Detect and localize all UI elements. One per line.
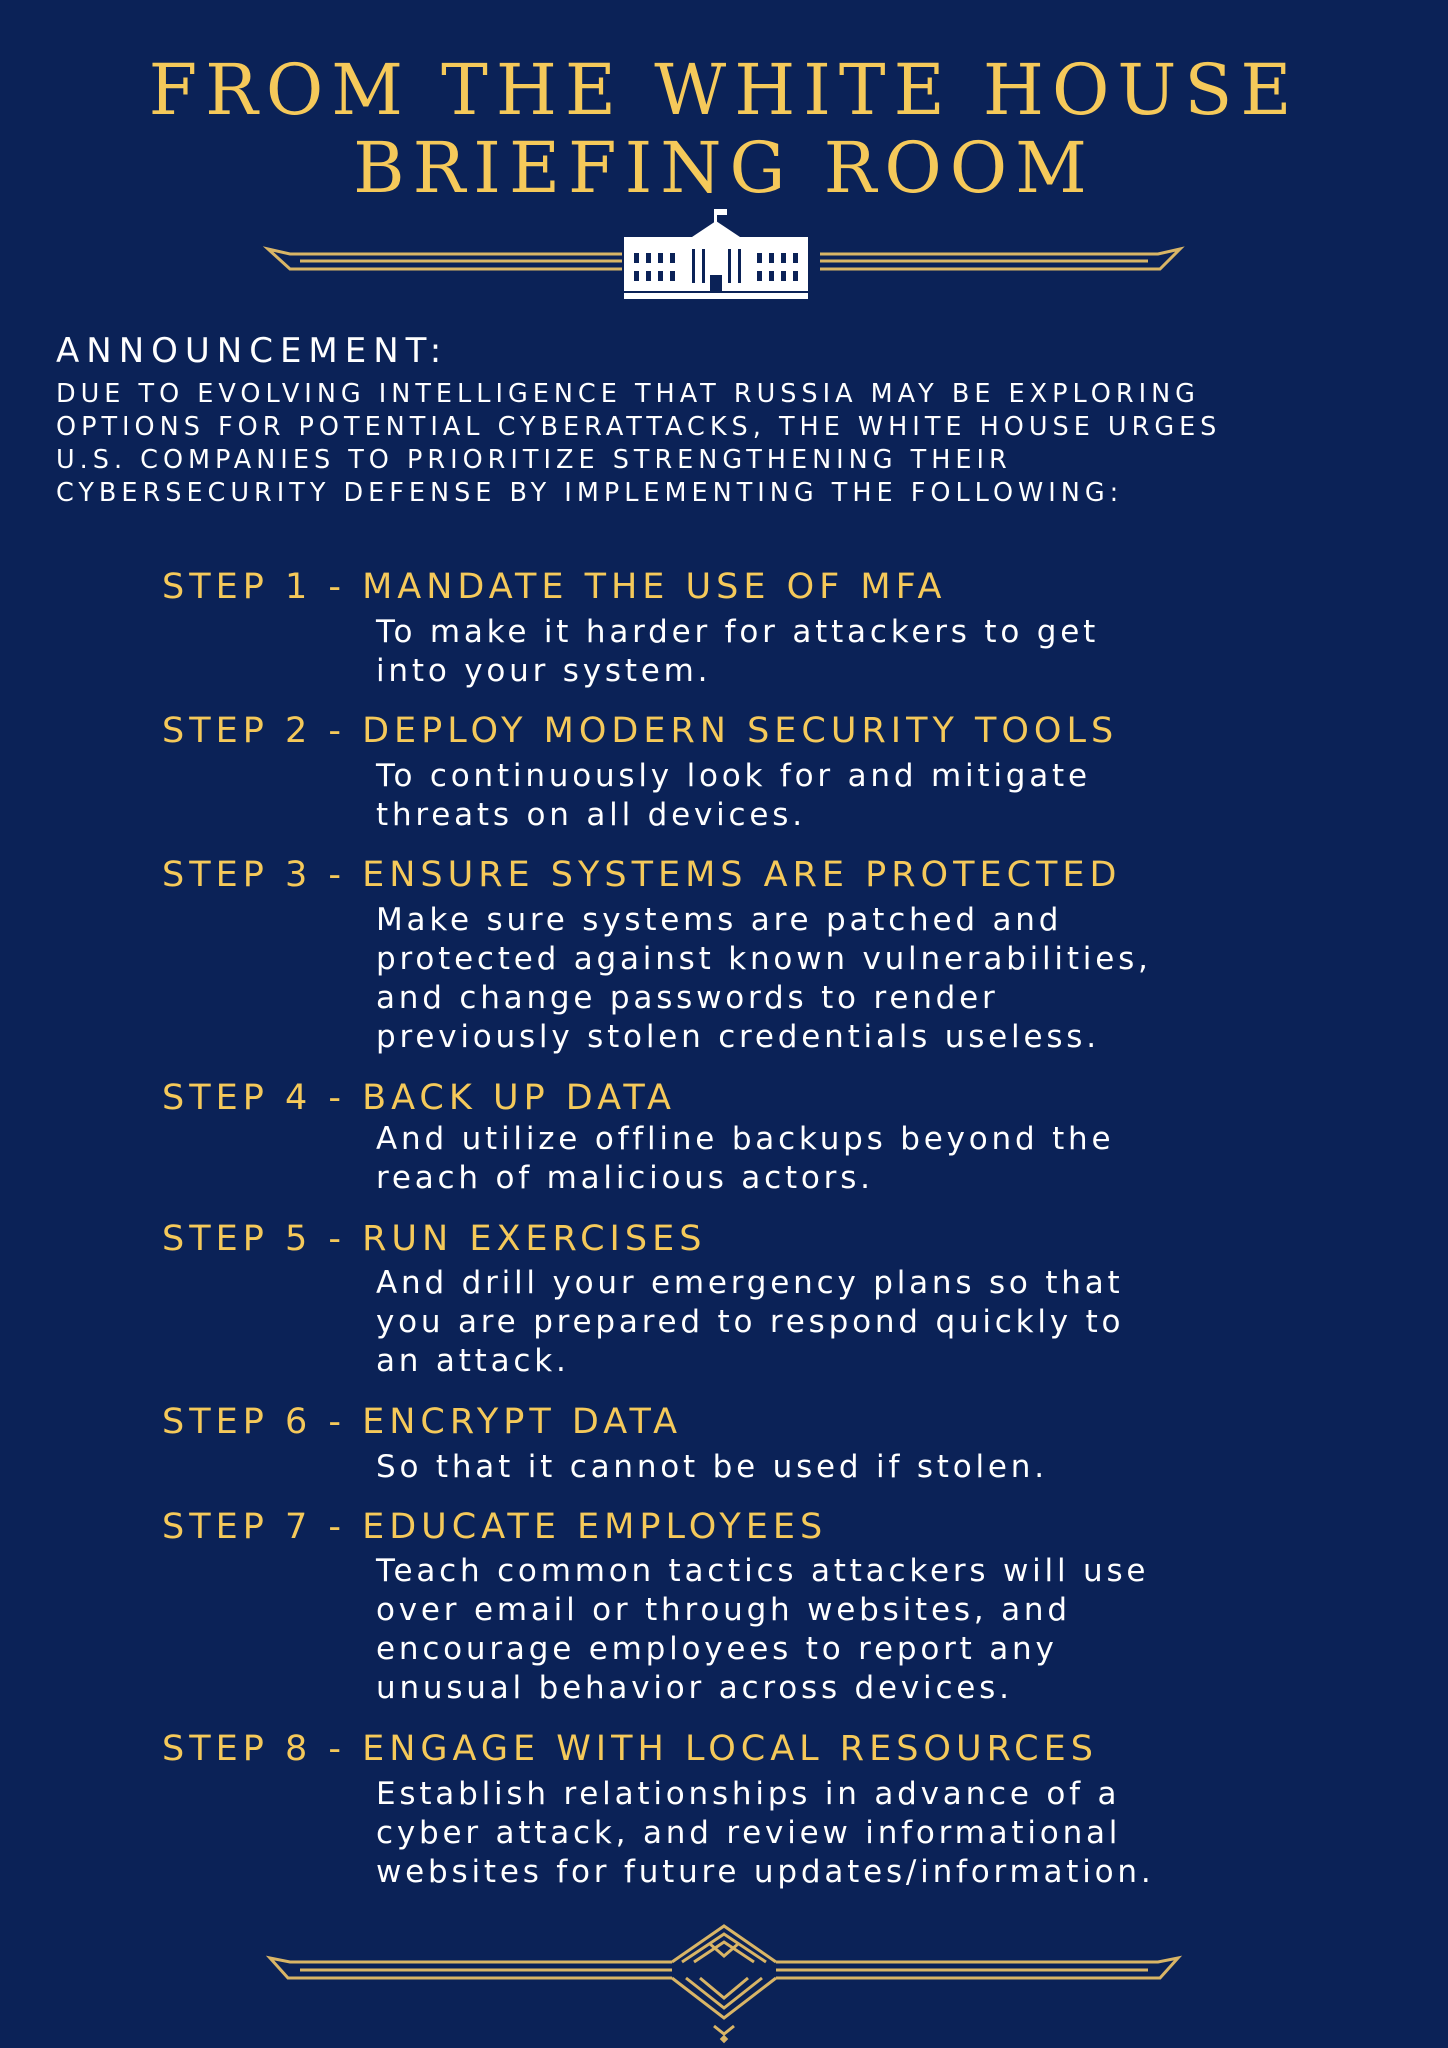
step-3-description: and change passwords to render xyxy=(376,980,999,1016)
title-divider xyxy=(260,205,1188,305)
step-5-description: an attack. xyxy=(376,1343,570,1379)
step-3-heading: STEP 3 - ENSURE SYSTEMS ARE PROTECTED xyxy=(162,855,1122,895)
step-2-description: To continuously look for and mitigate xyxy=(376,758,1091,794)
page-title-line-1: FROM THE WHITE HOUSE xyxy=(148,49,1300,131)
step-3-description: protected against known vulnerabilities, xyxy=(376,941,1152,977)
step-4-description: reach of malicious actors. xyxy=(376,1160,874,1196)
step-5-description: And drill your emergency plans so that xyxy=(376,1265,1124,1301)
step-8-description: cyber attack, and review informational xyxy=(376,1815,1122,1851)
step-1-description: into your system. xyxy=(376,653,712,689)
step-5-heading: STEP 5 - RUN EXERCISES xyxy=(162,1219,707,1259)
step-2-heading: STEP 2 - DEPLOY MODERN SECURITY TOOLS xyxy=(162,711,1119,751)
step-3-description: previously stolen credentials useless. xyxy=(376,1019,1100,1055)
step-4-description: And utilize offline backups beyond the xyxy=(376,1121,1115,1157)
step-1-description: To make it harder for attackers to get xyxy=(376,614,1100,650)
step-7-description: unusual behavior across devices. xyxy=(376,1670,1013,1706)
announcement-line: CYBERSECURITY DEFENSE BY IMPLEMENTING THE FOLLOWING: xyxy=(56,478,1124,508)
step-7-heading: STEP 7 - EDUCATE EMPLOYEES xyxy=(162,1507,828,1547)
announcement-line: U.S. COMPANIES TO PRIORITIZE STRENGTHENING THEIR xyxy=(56,445,1012,475)
announcement-line: OPTIONS FOR POTENTIAL CYBERATTACKS, THE WHITE HOUSE URGES xyxy=(56,412,1222,442)
step-8-description: websites for future updates/information. xyxy=(376,1854,1155,1890)
announcement-heading: ANNOUNCEMENT: xyxy=(56,331,449,371)
art-deco-ornament-icon xyxy=(262,1920,1186,2044)
step-5-description: you are prepared to respond quickly to xyxy=(376,1304,1125,1340)
step-7-description: encourage employees to report any xyxy=(376,1631,1058,1667)
step-8-heading: STEP 8 - ENGAGE WITH LOCAL RESOURCES xyxy=(162,1729,1098,1769)
step-3-description: Make sure systems are patched and xyxy=(376,902,1063,938)
step-1-heading: STEP 1 - MANDATE THE USE OF MFA xyxy=(162,567,947,607)
announcement-line: DUE TO EVOLVING INTELLIGENCE THAT RUSSIA MAY BE EXPLORING xyxy=(56,379,1200,409)
step-8-description: Establish relationships in advance of a xyxy=(376,1776,1121,1812)
step-6-heading: STEP 6 - ENCRYPT DATA xyxy=(162,1402,683,1442)
page-title-line-2: BRIEFING ROOM xyxy=(353,127,1095,209)
step-4-heading: STEP 4 - BACK UP DATA xyxy=(162,1078,676,1118)
white-house-icon xyxy=(624,209,808,299)
step-7-description: Teach common tactics attackers will use xyxy=(376,1553,1150,1589)
step-7-description: over email or through websites, and xyxy=(376,1592,1071,1628)
step-6-description: So that it cannot be used if stolen. xyxy=(376,1449,1048,1485)
step-2-description: threats on all devices. xyxy=(376,797,806,833)
